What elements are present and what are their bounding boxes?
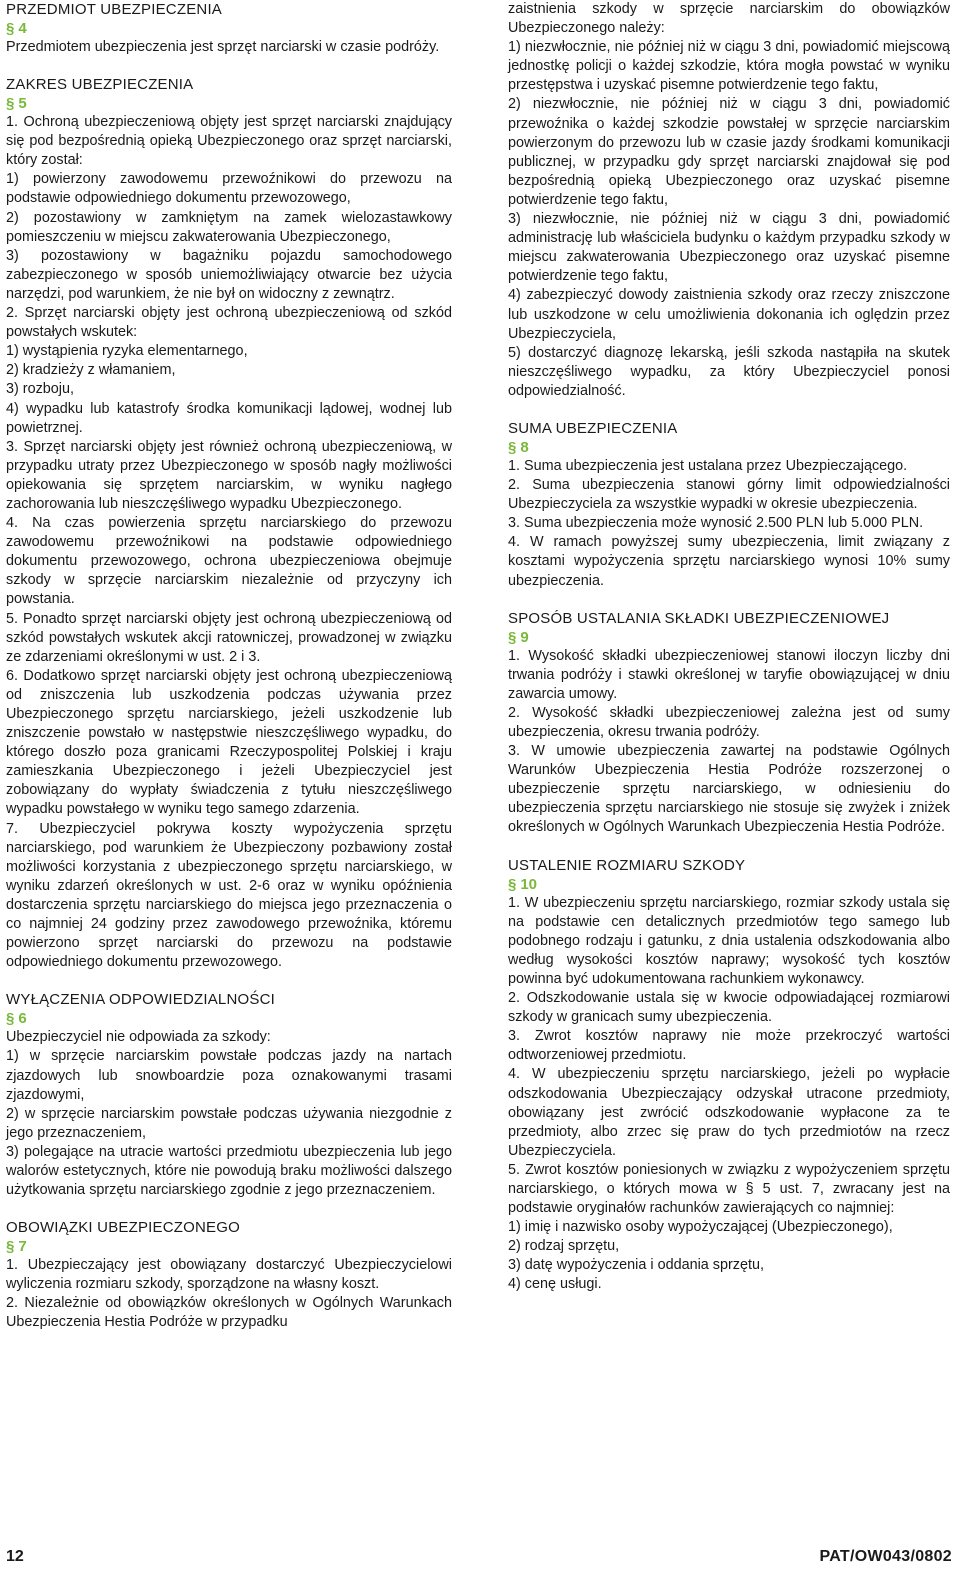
paragraph: 4) zabezpieczyć dowody zaistnienia szkody oraz rzeczy zniszczone lub uszkodzone w celu umożliwienia dokonania ich oględzin przez Ubezpieczyciela, xyxy=(508,287,950,342)
paragraph: 1) powierzony zawodowemu przewoźnikowi do przewozu na podstawie odpowiedniego dokumentu przewozowego, xyxy=(6,171,452,207)
section-symbol: § xyxy=(508,875,517,893)
paragraph: Ubezpieczyciel nie odpowiada za szkody: xyxy=(6,1029,271,1046)
paragraph: 1. Ubezpieczający jest obowiązany dostarczyć Ubezpieczycielowi wyliczenia rozmiaru szkody, sporządzone na własny koszt. xyxy=(6,1257,452,1293)
page-number: 12 xyxy=(6,1548,24,1565)
paragraph-number-value: 10 xyxy=(520,875,538,893)
section-symbol: § xyxy=(6,1238,15,1256)
section-4 xyxy=(6,0,452,57)
section-symbol: § xyxy=(508,628,517,646)
section-5 xyxy=(6,75,452,972)
paragraph: 7. Ubezpieczyciel pokrywa koszty wypożyczenia sprzętu narciarskiego, pod warunkiem że Ubezpieczony pozbawiony został możliwości korzystania z ubezpieczonego sprzętu narciarskiego, w wyniku zdarzeń określonych w ust. 2-6 oraz w wyniku opóźnienia dostarczenia sprzętu narciarskiego do miejsca jego przeznaczenia o co najmniej 24 godziny przez zawodowego przewoźnika, któremu powierzono sprzęt narciarski do przewozu na podstawie odpowiedniego dokumentu przewozowego. xyxy=(6,820,452,971)
paragraph: 2) w sprzęcie narciarskim powstałe podczas używania niezgodnie z jego przeznaczeniem, xyxy=(6,1105,452,1141)
section-10 xyxy=(508,856,950,1295)
paragraph-number xyxy=(508,875,950,894)
paragraph: 1) wystąpienia ryzyka elementarnego, xyxy=(6,343,248,360)
paragraph-number xyxy=(508,438,950,457)
paragraph: 2. Niezależnie od obowiązków określonych w Ogólnych Warunkach Ubezpieczenia Hestia Podróże w przypadku xyxy=(6,1295,452,1331)
section-heading: SUMA UBEZPIECZENIA xyxy=(508,419,678,437)
section-heading: OBOWIĄZKI UBEZPIECZONEGO xyxy=(6,1219,240,1237)
paragraph: 2) rodzaj sprzętu, xyxy=(508,1238,620,1255)
paragraph: 3) rozboju, xyxy=(6,381,74,398)
paragraph: 1) w sprzęcie narciarskim powstałe podczas jazdy na nartach zjazdowych lub snowboardzie poza oznakowanymi trasami zjazdowymi, xyxy=(6,1048,452,1103)
left-column xyxy=(6,0,452,1333)
paragraph: 5. Zwrot kosztów poniesionych w związku z wypożyczeniem sprzętu narciarskiego, o których mowa w § 5 ust. 7, zwracany jest na podstawie oryginałów rachunków zawierających co najmniej: xyxy=(508,1161,950,1217)
paragraph-number-value: 8 xyxy=(520,438,529,456)
paragraph: 4. W ubezpieczeniu sprzętu narciarskiego, jeżeli po wypłacie odszkodowania Ubezpieczający odzyskał utracone przedmioty, obowiązany jest zwrócić odszkodowanie wypłacone za te przedmioty, albo zrzec się praw do tych przedmiotów na rzecz Ubezpieczyciela. xyxy=(508,1066,950,1159)
paragraph: 3) pozostawiony w bagażniku pojazdu samochodowego zabezpieczonego w sposób uniemożliwiający otwarcie bez użycia narzędzi, pod warunkiem, że nie był on widoczny z zewnątrz. xyxy=(6,247,452,302)
paragraph: 4. Na czas powierzenia sprzętu narciarskiego do przewozu zawodowemu przewoźnikowi na podstawie odpowiedniego dokumentu przewozowego, ochrona ubezpieczeniowa obejmuje szkody w sprzęcie narciarskim niezależnie od przyczyny ich powstania. xyxy=(6,515,452,608)
section-7-continued xyxy=(508,0,950,401)
paragraph: 3. Sprzęt narciarski objęty jest również ochroną ubezpieczeniową, w przypadku utraty przez Ubezpieczonego w sposób nagły możliwości opiekowania się sprzętem narciarskim, w wyniku nagłego zachorowania lub nieszczęśliwego wypadku Ubezpieczonego. xyxy=(6,438,452,512)
paragraph-list xyxy=(508,0,950,401)
paragraph: 2. Sprzęt narciarski objęty jest ochroną ubezpieczeniową od szkód powstałych wskutek: xyxy=(6,305,452,341)
paragraph-number xyxy=(6,1009,452,1028)
section-heading: ZAKRES UBEZPIECZENIA xyxy=(6,76,194,94)
section-heading: USTALENIE ROZMIARU SZKODY xyxy=(508,856,746,874)
paragraph: 2. Suma ubezpieczenia stanowi górny limit odpowiedzialności Ubezpieczyciela za wszystkie wypadki w okresie ubezpieczenia. xyxy=(508,477,950,513)
paragraph: 4) cenę usługi. xyxy=(508,1276,602,1293)
paragraph-number xyxy=(6,19,452,38)
paragraph: 2. Wysokość składki ubezpieczeniowej zależna jest od sumy ubezpieczenia, okresu trwania podróży. xyxy=(508,704,950,740)
paragraph-list xyxy=(508,647,950,838)
paragraph: 1. Suma ubezpieczenia jest ustalana przez Ubezpieczającego. xyxy=(508,457,908,474)
paragraph: 1) imię i nazwisko osoby wypożyczającej (Ubezpieczonego), xyxy=(508,1219,893,1236)
paragraph: 5) dostarczyć diagnozę lekarską, jeśli szkoda nastąpiła na skutek nieszczęśliwego wypadku, za który Ubezpieczyciel ponosi odpowiedzialność. xyxy=(508,344,950,399)
section-9 xyxy=(508,609,950,838)
section-symbol: § xyxy=(508,438,517,456)
paragraph: 3. Suma ubezpieczenia może wynosić 2.500 PLN lub 5.000 PLN. xyxy=(508,515,924,532)
section-8 xyxy=(508,419,950,591)
paragraph-number xyxy=(6,1237,452,1256)
paragraph: 2) kradzieży z włamaniem, xyxy=(6,362,176,379)
paragraph-number-value: 7 xyxy=(18,1238,27,1256)
paragraph: Przedmiotem ubezpieczenia jest sprzęt narciarski w czasie podróży. xyxy=(6,39,440,55)
section-heading: WYŁĄCZENIA ODPOWIEDZIALNOŚCI xyxy=(6,991,275,1009)
paragraph: 2) pozostawiony w zamkniętym na zamek wielozastawkowy pomieszczeniu w miejscu zakwaterowania Ubezpieczonego, xyxy=(6,209,452,245)
paragraph-number-value: 5 xyxy=(18,95,27,113)
paragraph-list xyxy=(6,1028,452,1200)
paragraph: 3. W umowie ubezpieczenia zawartej na podstawie Ogólnych Warunków Ubezpieczenia Hestia Podróże rozszerzonej o ubezpieczenie sprzętu narciarskiego, w odniesieniu do ubezpieczenia sprzętu narciarskiego nie stosuje się zwyżek i zniżek określonych w Ogólnych Warunkach Ubezpieczenia Hestia Podróże. xyxy=(508,743,950,836)
paragraph: 3. Zwrot kosztów naprawy nie może przekroczyć wartości odtworzeniowej przedmiotu. xyxy=(508,1028,950,1064)
paragraph: 5. Ponadto sprzęt narciarski objęty jest ochroną ubezpieczeniową od szkód powstałych wskutek akcji ratowniczej, prowadzonej w związku ze zdarzeniami określonymi w ust. 2 i 3. xyxy=(6,610,452,665)
paragraph: zaistnienia szkody w sprzęcie narciarskim do obowiązków Ubezpieczonego należy: xyxy=(508,1,950,37)
paragraph: 4. W ramach powyższej sumy ubezpieczenia, limit związany z kosztami wypożyczenia sprzętu narciarskiego wynosi 10% sumy ubezpieczenia. xyxy=(508,534,950,589)
section-symbol: § xyxy=(6,95,15,113)
paragraph-list xyxy=(6,38,452,57)
paragraph: 6. Dodatkowo sprzęt narciarski objęty jest ochroną ubezpieczeniową od zniszczenia lub uszkodzenia podczas używania przez Ubezpieczonego sprzętu narciarskiego, jeżeli uszkodzenie lub zniszczenie powstało w następstwie nieszczęśliwego wypadku, do którego doszło poza granicami Rzeczypospolitej Polskiej i kraju zamieszkania Ubezpieczonego i jeżeli Ubezpieczyciel jest zobowiązany do wypłaty świadczenia z tytułu nieszczęśliwego wypadku powstałego w wyniku tego samego zdarzenia. xyxy=(6,667,452,818)
paragraph-list xyxy=(508,894,950,1295)
paragraph-number xyxy=(6,94,452,113)
paragraph: 1. Ochroną ubezpieczeniową objęty jest sprzęt narciarski znajdujący się pod bezpośrednią opieką Ubezpieczonego oraz sprzęt narciarski, który został: xyxy=(6,114,452,169)
section-6 xyxy=(6,990,452,1200)
paragraph: 1. Wysokość składki ubezpieczeniowej stanowi iloczyn liczby dni trwania podróży i stawki określonej w taryfie obowiązującej w dniu zawarcia umowy. xyxy=(508,647,950,702)
paragraph-number-value: 6 xyxy=(18,1010,27,1028)
section-7 xyxy=(6,1218,452,1332)
paragraph: 1. W ubezpieczeniu sprzętu narciarskiego, rozmiar szkody ustala się na podstawie cen detalicznych przedmiotów tego samego lub podobnego rodzaju i gatunku, z dnia ustalenia odszkodowania albo według wysokości kosztów naprawy; wysokość tych kosztów powinna być udokumentowana rachunkiem wykonawcy. xyxy=(508,894,950,987)
paragraph: 2. Odszkodowanie ustala się w kwocie odpowiadającej rozmiarowi szkody w granicach sumy ubezpieczenia. xyxy=(508,990,950,1026)
right-column xyxy=(508,0,950,1295)
paragraph: 4) wypadku lub katastrofy środka komunikacji lądowej, wodnej lub powietrznej. xyxy=(6,400,452,436)
paragraph-number xyxy=(508,628,950,647)
paragraph-list xyxy=(6,113,452,972)
paragraph-list xyxy=(508,457,950,591)
paragraph-number-value: 4 xyxy=(18,20,27,37)
section-heading: PRZEDMIOT UBEZPIECZENIA xyxy=(6,1,223,18)
paragraph: 3) polegające na utracie wartości przedmiotu ubezpieczenia lub jego walorów estetycznych, które nie powodują braku możliwości dalszego użytkowania sprzętu narciarskiego zgodnie z jego przeznaczeniem. xyxy=(6,1143,452,1199)
paragraph: 3) datę wypożyczenia i oddania sprzętu, xyxy=(508,1257,764,1274)
section-symbol: § xyxy=(6,1010,15,1028)
paragraph: 3) niezwłocznie, nie później niż w ciągu 3 dni, powiadomić administrację lub właściciela budynku o każdym przypadku szkody w miejscu zakwaterowania Ubezpieczonego oraz uzyskać pisemne potwierdzenie tego faktu, xyxy=(508,211,950,285)
paragraph: 2) niezwłocznie, nie później niż w ciągu 3 dni, powiadomić przewoźnika o każdej szkodzie powstałej w sprzęcie narciarskim powierzonym do przewozu lub w czasie jazdy środkami komunikacji publicznej, w przypadku gdy sprzęt narciarski znajdował się pod bezpośrednią opieką Ubezpieczonego oraz uzyskać pisemne potwierdzenie tego faktu, xyxy=(508,96,950,208)
section-heading: SPOSÓB USTALANIA SKŁADKI UBEZPIECZENIOWEJ xyxy=(508,609,890,627)
section-symbol: § xyxy=(6,20,15,37)
paragraph-number-value: 9 xyxy=(520,628,529,646)
document-code: PAT/OW043/0802 xyxy=(819,1548,952,1565)
paragraph-list xyxy=(6,1256,452,1332)
paragraph: 1) niezwłocznie, nie później niż w ciągu 3 dni, powiadomić miejscową jednostkę policji o każdej szkodzie, która mogła powstać w wyniku przestępstwa i uzyskać pisemne potwierdzenie tego faktu, xyxy=(508,39,950,94)
